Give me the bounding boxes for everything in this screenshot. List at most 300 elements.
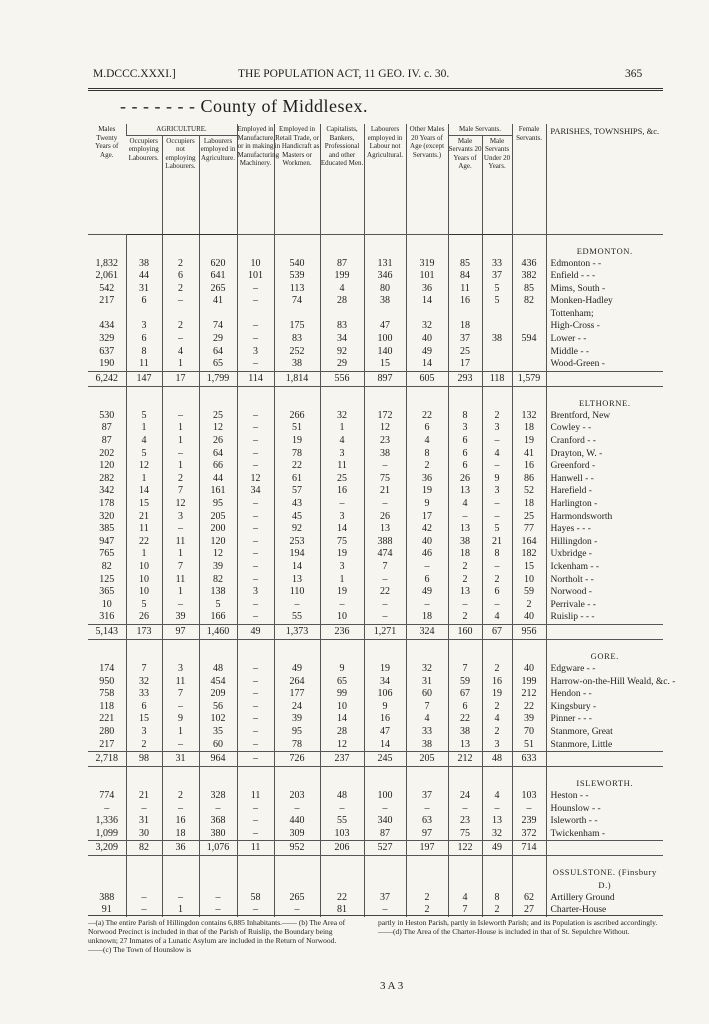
empty-cell [406, 777, 448, 790]
table-row [88, 739, 663, 752]
total-cell: 17 [162, 371, 199, 386]
table-cell: 10 [126, 574, 162, 587]
table-cell: 42 [406, 523, 448, 536]
table-cell: 62 [512, 892, 546, 905]
table-cell: 6 [126, 295, 162, 308]
table-cell: 2 [482, 701, 512, 714]
table-cell [482, 308, 512, 321]
table-cell: 182 [512, 548, 546, 561]
table-row [88, 283, 663, 296]
table-cell: 2 [162, 790, 199, 803]
table-cell: 81 [320, 904, 364, 917]
table-cell: – [199, 892, 237, 905]
table-cell: 175 [274, 320, 320, 333]
table-cell: 5 [199, 599, 237, 612]
empty-cell [199, 397, 237, 410]
table-cell: 1 [126, 548, 162, 561]
table-cell: 4 [482, 790, 512, 803]
total-cell: 160 [448, 624, 482, 639]
empty-cell [274, 245, 320, 258]
empty-cell [126, 397, 162, 410]
gap-cell [364, 767, 406, 778]
table-cell: 2 [448, 561, 482, 574]
table-cell: 41 [512, 448, 546, 461]
table-row [88, 410, 663, 423]
total-cell: 67 [482, 624, 512, 639]
table-cell: 48 [320, 790, 364, 803]
table-cell: 12 [199, 548, 237, 561]
table-cell: 2 [482, 574, 512, 587]
parish-name: Harefield - [546, 485, 663, 498]
table-row [88, 308, 663, 321]
table-row [88, 295, 663, 308]
table-cell: 1,099 [95, 827, 118, 839]
table-cell: 2 [482, 663, 512, 676]
footnote-left: —(a) The entire Parish of Hillingdon contains 6,885 Inhabitants.—— (b) The Area of Norwood Precinct is included in that of the Parish of Ruislip, the Boundary being unknown; 27 Inmates of a Lunatic Asylum are included in the Return of Norwood.——(c) The Town of Hounslow is [88, 918, 346, 954]
table-cell: 6 [406, 422, 448, 435]
col-agri-labourers: Labourers employed in Agriculture. [199, 135, 237, 234]
page-header [93, 68, 653, 86]
total-cell: 237 [320, 752, 364, 767]
table-cell: 3 [162, 511, 199, 524]
table-cell: – [448, 803, 482, 816]
table-cell: – [162, 739, 199, 752]
table-cell: 49 [274, 663, 320, 676]
table-row [88, 523, 663, 536]
total-cell: 36 [162, 841, 199, 856]
table-cell: 388 [364, 536, 406, 549]
table-cell: 32 [406, 663, 448, 676]
gap-cell [274, 639, 320, 650]
table-cell: 4 [320, 435, 364, 448]
table-cell: 266 [274, 410, 320, 423]
table-cell: 372 [512, 828, 546, 841]
table-cell: – [237, 803, 274, 816]
table-cell: 12 [199, 422, 237, 435]
table-cell: – [274, 803, 320, 816]
empty-cell [448, 777, 482, 790]
parish-name: Hillingdon - [546, 536, 663, 549]
table-cell: 74 [199, 320, 237, 333]
empty-cell [320, 245, 364, 258]
table-cell: 178 [99, 498, 115, 509]
parish-name: Edmonton - - [546, 258, 663, 271]
table-cell: 26 [364, 511, 406, 524]
table-cell: 1 [126, 422, 162, 435]
table-cell: 9 [482, 473, 512, 486]
table-cell: – [237, 523, 274, 536]
total-label-cell [546, 624, 663, 639]
total-cell: 118 [482, 371, 512, 386]
gap-cell [274, 856, 320, 867]
table-cell: 65 [199, 358, 237, 371]
table-cell: 18 [448, 320, 482, 333]
total-cell: 212 [448, 752, 482, 767]
table-row [88, 828, 663, 841]
table-cell: 33 [126, 688, 162, 701]
table-cell: 2 [162, 473, 199, 486]
table-cell: – [237, 333, 274, 346]
parish-name: Charter-House [546, 904, 663, 917]
empty-cell [364, 397, 406, 410]
col-labourers-nonagri: Labourers employed in Labour not Agricultural. [364, 124, 406, 234]
gap-cell [274, 767, 320, 778]
table-cell: 75 [448, 828, 482, 841]
total-cell: 726 [274, 752, 320, 767]
table-cell: 44 [199, 473, 237, 486]
table-cell: 84 [448, 270, 482, 283]
table-cell: 74 [274, 295, 320, 308]
empty-cell [364, 866, 406, 891]
parish-name: Edgware - - [546, 663, 663, 676]
table-cell: 530 [99, 409, 115, 421]
table-cell: 40 [406, 536, 448, 549]
empty-cell [320, 650, 364, 663]
empty-cell [482, 777, 512, 790]
empty-cell [126, 650, 162, 663]
table-cell: 31 [126, 815, 162, 828]
table-cell: 2 [512, 599, 546, 612]
total-row [88, 752, 663, 767]
table-cell: 28 [320, 295, 364, 308]
table-cell: 239 [512, 815, 546, 828]
table-cell: 8 [482, 548, 512, 561]
gap-cell [364, 386, 406, 397]
table-cell: – [320, 498, 364, 511]
table-cell: 14 [126, 485, 162, 498]
table-cell: – [237, 460, 274, 473]
table-cell: 14 [320, 713, 364, 726]
empty-cell [88, 777, 126, 790]
total-cell: 5,143 [88, 624, 126, 639]
empty-cell [482, 245, 512, 258]
section-header-row [88, 397, 663, 410]
total-cell: 1,076 [199, 841, 237, 856]
table-cell: 1,832 [95, 257, 118, 269]
table-cell: – [237, 574, 274, 587]
table-cell: – [237, 676, 274, 689]
table-cell: 82 [101, 560, 112, 572]
table-cell: 55 [274, 611, 320, 624]
total-cell: 2,718 [88, 752, 126, 767]
gap-cell [406, 856, 448, 867]
total-cell: 98 [126, 752, 162, 767]
table-cell: – [482, 561, 512, 574]
section-header-row [88, 650, 663, 663]
col-servants-20-plus: Male Servants 20 Years of Age. [448, 135, 482, 234]
table-cell: 110 [274, 586, 320, 599]
table-cell: 40 [512, 611, 546, 624]
table-cell: 2 [162, 283, 199, 296]
table-cell: 65 [320, 676, 364, 689]
table-cell: 57 [274, 485, 320, 498]
total-row [88, 841, 663, 856]
table-cell: 161 [199, 485, 237, 498]
table-cell: 320 [99, 510, 115, 522]
total-cell: 31 [162, 752, 199, 767]
parish-name: Isleworth - - [546, 815, 663, 828]
total-cell: 122 [448, 841, 482, 856]
table-cell: – [237, 283, 274, 296]
total-cell: 49 [482, 841, 512, 856]
table-cell: 15 [364, 358, 406, 371]
table-cell: 2 [126, 739, 162, 752]
table-cell: 365 [99, 586, 115, 598]
gap-cell [512, 856, 546, 867]
table-cell: 91 [101, 904, 112, 916]
table-cell: 18 [448, 548, 482, 561]
table-cell: 24 [274, 701, 320, 714]
table-cell: 3 [237, 346, 274, 359]
section-gap [88, 856, 663, 867]
table-cell: 23 [448, 815, 482, 828]
empty-cell [448, 650, 482, 663]
gap-cell [512, 767, 546, 778]
table-cell: 31 [126, 283, 162, 296]
gap-cell [482, 639, 512, 650]
table-cell: 542 [99, 282, 115, 294]
table-cell: 199 [512, 676, 546, 689]
table-cell: 637 [99, 345, 115, 357]
table-cell: – [237, 358, 274, 371]
table-cell: 7 [448, 904, 482, 917]
table-cell: 37 [364, 892, 406, 905]
footnotes [88, 915, 663, 954]
parish-name: Enfield - - - [546, 270, 663, 283]
header-title: THE POPULATION ACT, 11 GEO. IV. c. 30. [238, 68, 450, 80]
table-cell: 36 [406, 283, 448, 296]
total-cell: 206 [320, 841, 364, 856]
gap-cell [199, 639, 237, 650]
empty-cell [364, 777, 406, 790]
total-cell: 147 [126, 371, 162, 386]
empty-cell [448, 866, 482, 891]
table-cell: – [162, 333, 199, 346]
table-row [88, 676, 663, 689]
gap-cell [448, 234, 482, 245]
empty-cell [237, 777, 274, 790]
table-row [88, 803, 663, 816]
table-cell: 21 [482, 536, 512, 549]
table-cell: – [237, 320, 274, 333]
table-cell: 319 [406, 258, 448, 271]
table-cell: 56 [199, 701, 237, 714]
gap-cell [88, 767, 126, 778]
table-cell: 217 [99, 295, 115, 307]
gap-cell [448, 856, 482, 867]
table-cell: – [482, 511, 512, 524]
table-cell: – [126, 892, 162, 905]
gap-cell [162, 856, 199, 867]
table-cell: 87 [101, 435, 112, 447]
table-cell: 3 [126, 320, 162, 333]
gap-cell [448, 639, 482, 650]
table-cell: – [237, 713, 274, 726]
table-cell: 454 [199, 676, 237, 689]
gap-cell [162, 386, 199, 397]
table-cell [162, 308, 199, 321]
table-cell: 3 [482, 422, 512, 435]
empty-cell [126, 866, 162, 891]
table-cell: 58 [237, 892, 274, 905]
table-cell: 1 [162, 904, 199, 917]
table-cell: 2 [448, 574, 482, 587]
table-cell: 118 [99, 700, 115, 712]
table-cell: 22 [320, 892, 364, 905]
table-cell: 4 [482, 611, 512, 624]
table-cell: 33 [482, 258, 512, 271]
table-row [88, 473, 663, 486]
table-cell: 1 [162, 460, 199, 473]
table-cell: 13 [448, 523, 482, 536]
table-cell: 9 [320, 663, 364, 676]
table-cell: 7 [364, 561, 406, 574]
table-cell: 3 [448, 422, 482, 435]
table-cell: – [162, 295, 199, 308]
table-row [88, 258, 663, 271]
table-cell: 19 [274, 435, 320, 448]
table-cell: 5 [126, 410, 162, 423]
table-cell: 92 [320, 346, 364, 359]
table-cell: 474 [364, 548, 406, 561]
table-cell: 25 [448, 346, 482, 359]
table-cell: 5 [126, 448, 162, 461]
table-cell: 39 [274, 713, 320, 726]
gap-cell [320, 856, 364, 867]
empty-cell [274, 650, 320, 663]
table-cell: 265 [274, 892, 320, 905]
parish-name: Harlington - [546, 498, 663, 511]
table-cell: 32 [406, 320, 448, 333]
parish-name: Artillery Ground [546, 892, 663, 905]
table-cell: 8 [406, 448, 448, 461]
table-cell: – [237, 688, 274, 701]
gap-cell [274, 386, 320, 397]
table-cell: 64 [199, 448, 237, 461]
empty-cell [274, 866, 320, 891]
table-cell: 48 [199, 663, 237, 676]
table-cell: 434 [99, 320, 115, 332]
empty-cell [162, 866, 199, 891]
table-cell: 16 [364, 713, 406, 726]
table-cell: 131 [364, 258, 406, 271]
col-parishes: PARISHES, TOWNSHIPS, &c. [546, 124, 663, 234]
table-cell: 37 [406, 790, 448, 803]
table-cell: 83 [320, 320, 364, 333]
table-cell: 164 [512, 536, 546, 549]
table-cell: 14 [274, 561, 320, 574]
table-cell: 12 [162, 498, 199, 511]
table-cell: 340 [364, 815, 406, 828]
table-cell: 32 [320, 410, 364, 423]
table-cell: 14 [406, 295, 448, 308]
table-cell: – [237, 611, 274, 624]
table-cell: 95 [274, 726, 320, 739]
parish-name: Perrivale - - [546, 599, 663, 612]
table-cell: 61 [274, 473, 320, 486]
table-cell: – [162, 599, 199, 612]
parish-name: Cranford - - [546, 435, 663, 448]
table-cell: 172 [364, 410, 406, 423]
table-cell: 1,336 [95, 815, 118, 827]
col-males-20: Males Twenty Years of Age. [88, 124, 126, 234]
gap-cell [126, 386, 162, 397]
table-cell: 190 [99, 358, 115, 370]
table-row [88, 358, 663, 371]
table-cell: 49 [406, 586, 448, 599]
table-cell: 26 [448, 473, 482, 486]
gap-cell [88, 639, 126, 650]
empty-cell [237, 397, 274, 410]
table-cell: 6 [448, 460, 482, 473]
empty-cell [406, 397, 448, 410]
section-gap [88, 639, 663, 650]
table-cell [482, 346, 512, 359]
empty-cell [448, 397, 482, 410]
table-row [88, 422, 663, 435]
table-cell: – [162, 523, 199, 536]
table-cell: – [237, 701, 274, 714]
empty-cell [162, 650, 199, 663]
total-cell: 1,579 [512, 371, 546, 386]
table-cell: 29 [199, 333, 237, 346]
gap-cell [88, 386, 126, 397]
table-cell: 3 [320, 561, 364, 574]
table-cell: 9 [364, 701, 406, 714]
parish-name: Stanmore, Great [546, 726, 663, 739]
table-cell: 18 [162, 828, 199, 841]
gap-cell [162, 234, 199, 245]
table-cell: 4 [162, 346, 199, 359]
table-cell: – [364, 599, 406, 612]
empty-cell [162, 777, 199, 790]
table-cell: – [364, 803, 406, 816]
page-number: 365 [625, 68, 643, 80]
table-cell: 24 [448, 790, 482, 803]
table-cell: – [237, 536, 274, 549]
gap-cell [126, 639, 162, 650]
total-cell: 114 [237, 371, 274, 386]
parish-name: Ruislip - - - [546, 611, 663, 624]
col-servants-under-20: Male Servants Under 20 Years. [482, 135, 512, 234]
gap-cell [512, 386, 546, 397]
parish-name: Brentford, New [546, 410, 663, 423]
table-cell: 38 [364, 295, 406, 308]
table-cell: 950 [99, 675, 115, 687]
gap-cell [199, 856, 237, 867]
parish-name: High-Cross - [546, 320, 663, 333]
total-cell: 1,271 [364, 624, 406, 639]
section-header-row [88, 866, 663, 891]
table-cell: – [448, 599, 482, 612]
table-cell: 16 [320, 485, 364, 498]
table-cell: 39 [512, 713, 546, 726]
table-cell: – [406, 561, 448, 574]
table-cell: 75 [364, 473, 406, 486]
empty-cell [237, 245, 274, 258]
table-cell: 385 [99, 523, 115, 535]
table-cell: – [237, 448, 274, 461]
table-cell: 82 [199, 574, 237, 587]
table-cell: 2 [406, 460, 448, 473]
total-cell: 48 [482, 752, 512, 767]
table-cell: 11 [237, 790, 274, 803]
table-cell: 106 [364, 688, 406, 701]
table-cell: 11 [126, 358, 162, 371]
table-cell: – [237, 422, 274, 435]
table-cell: 342 [99, 485, 115, 497]
empty-cell [88, 397, 126, 410]
